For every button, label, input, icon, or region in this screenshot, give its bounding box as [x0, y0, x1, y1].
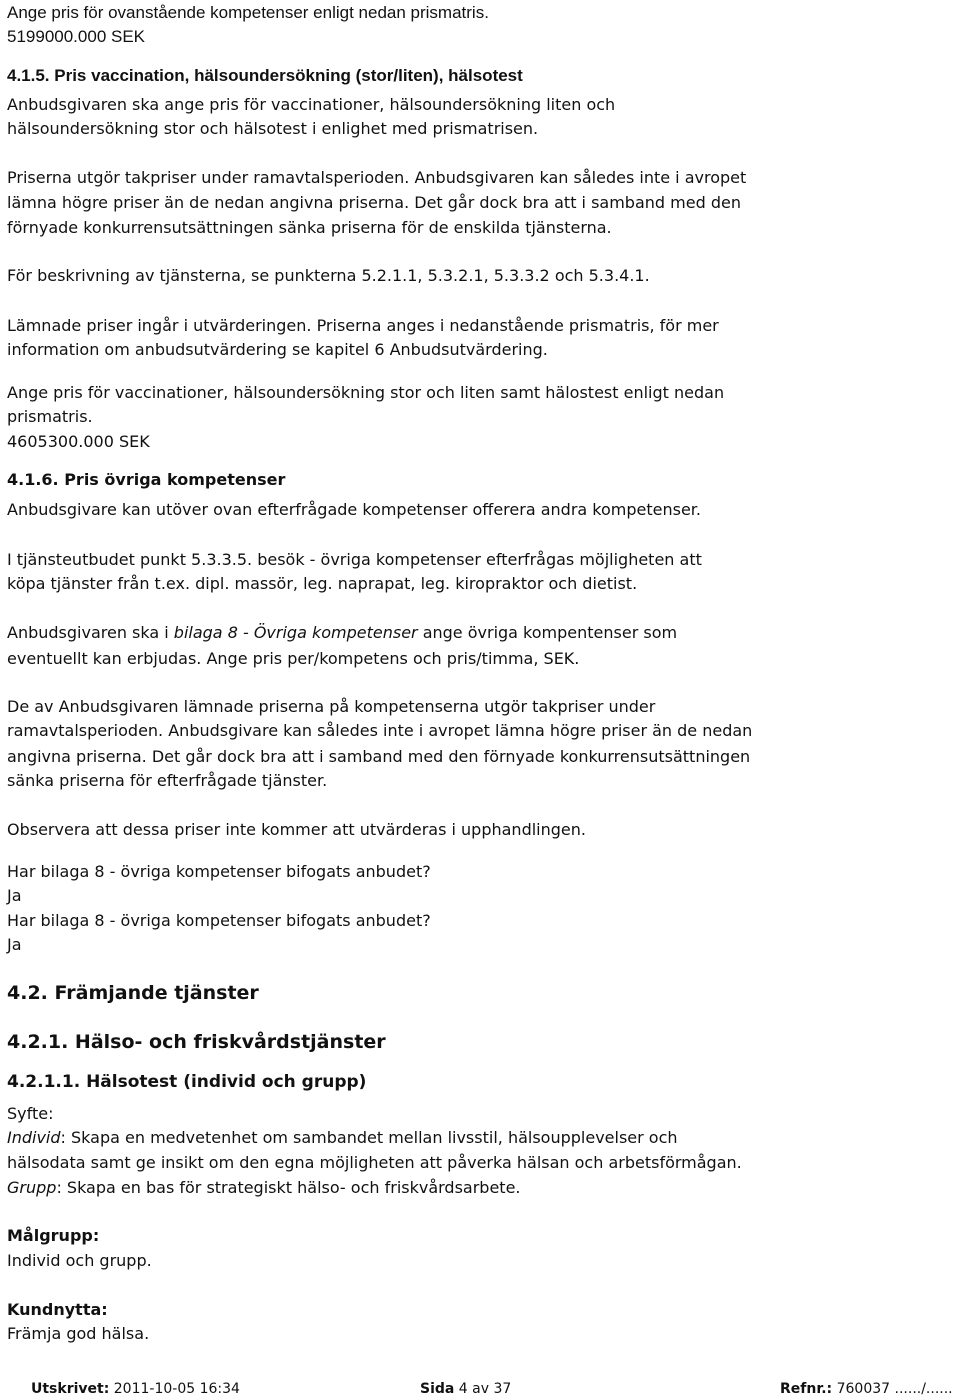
malgrupp-value: Individ och grupp. [7, 1251, 152, 1270]
footer-refnr-label: Refnr.: [780, 1381, 833, 1397]
s416-p2-line2: köpa tjänster från t.ex. dipl. massör, leg. naprapat, leg. kiropraktor och dietist. [7, 574, 638, 593]
individ-text: : Skapa en medvetenhet om sambandet mellan livsstil, hälsoupplevelser och [60, 1128, 678, 1147]
grupp-text: : Skapa en bas för strategiskt hälso- och friskvårdsarbete. [56, 1178, 521, 1197]
s415-p5-line2: prismatris. [7, 407, 93, 426]
s416-p3-text-c: ange övriga kompentenser som [417, 623, 678, 642]
s416-p4-line4: sänka priserna för efterfrågade tjänster. [7, 771, 328, 790]
intro-text: Ange pris för ovanstående kompetenser enligt nedan prismatris. [7, 3, 489, 22]
s416-p4-line2: ramavtalsperioden. Anbudsgivare kan således inte i avropet lämna högre priser än de nedan [7, 721, 753, 740]
section-4-1-6-heading: 4.1.6. Pris övriga kompetenser [7, 470, 286, 489]
s416-p4-line1: De av Anbudsgivaren lämnade priserna på kompetenserna utgör takpriser under [7, 697, 656, 716]
question-1: Har bilaga 8 - övriga kompetenser bifogats anbudet? [7, 862, 431, 881]
s415-p2-line2: lämna högre priser än de nedan angivna priserna. Det går dock bra att i samband med den [7, 193, 741, 212]
s416-p2-line1: I tjänsteutbudet punkt 5.3.3.5. besök - övriga kompetenser efterfrågas möjligheten att [7, 550, 702, 569]
footer-printed [31, 1380, 240, 1398]
s416-p3-line1 [7, 623, 677, 643]
grupp-line [7, 1178, 521, 1198]
answer-2: Ja [7, 935, 22, 954]
kundnytta-value: Främja god hälsa. [7, 1324, 150, 1343]
footer-page-label: Sida [420, 1381, 455, 1397]
s416-p1: Anbudsgivare kan utöver ovan efterfrågade kompetenser offerera andra kompetenser. [7, 500, 701, 519]
section-4-2-1-heading: 4.2.1. Hälso- och friskvårdstjänster [7, 1031, 386, 1053]
s415-p3: För beskrivning av tjänsterna, se punkterna 5.2.1.1, 5.3.2.1, 5.3.3.2 och 5.3.4.1. [7, 266, 650, 285]
individ-line1 [7, 1128, 678, 1148]
section-4-2-heading: 4.2. Främjande tjänster [7, 982, 259, 1004]
s415-price: 4605300.000 SEK [7, 432, 150, 451]
footer-printed-label: Utskrivet: [31, 1381, 110, 1397]
s416-p3-line2: eventuellt kan erbjudas. Ange pris per/kompetens och pris/timma, SEK. [7, 649, 580, 668]
s416-p4-line3: angivna priserna. Det går dock bra att i samband med den förnyade konkurrensutsättningen [7, 747, 751, 766]
section-4-1-5-heading: 4.1.5. Pris vaccination, hälsoundersökning (stor/liten), hälsotest [7, 66, 523, 85]
s415-p5-line1: Ange pris för vaccinationer, hälsoundersökning stor och liten samt hälostest enligt nedan [7, 383, 725, 402]
individ-label: Individ [7, 1128, 61, 1147]
footer-refnr [780, 1380, 953, 1398]
individ-line2: hälsodata samt ge insikt om den egna möjligheten att påverka hälsan och arbetsförmågan. [7, 1153, 742, 1172]
footer-page-value: 4 av 37 [454, 1381, 512, 1397]
s415-p2-line1: Priserna utgör takpriser under ramavtalsperioden. Anbudsgivaren kan således inte i avropet [7, 168, 747, 187]
s415-p1-line2: hälsoundersökning stor och hälsotest i enlighet med prismatrisen. [7, 119, 539, 138]
s415-p4-line2: information om anbudsutvärdering se kapitel 6 Anbudsutvärdering. [7, 340, 548, 359]
s415-p1-line1: Anbudsgivaren ska ange pris för vaccinationer, hälsoundersökning liten och [7, 95, 616, 114]
footer-printed-value: 2011-10-05 16:34 [109, 1381, 240, 1397]
grupp-label: Grupp [7, 1178, 57, 1197]
footer-refnr-value: 760037 ....../...... [832, 1381, 953, 1397]
s416-p3-text-a: Anbudsgivaren ska i [7, 623, 174, 642]
answer-1: Ja [7, 886, 22, 905]
intro-price: 5199000.000 SEK [7, 27, 146, 46]
syfte-label: Syfte: [7, 1104, 54, 1123]
footer-page [420, 1380, 511, 1398]
malgrupp-label: Målgrupp: [7, 1226, 100, 1245]
s415-p4-line1: Lämnade priser ingår i utvärderingen. Priserna anges i nedanstående prismatris, för mer [7, 316, 719, 335]
section-4-2-1-1-heading: 4.2.1.1. Hälsotest (individ och grupp) [7, 1072, 367, 1092]
s416-p5: Observera att dessa priser inte kommer att utvärderas i upphandlingen. [7, 820, 586, 839]
question-2: Har bilaga 8 - övriga kompetenser bifogats anbudet? [7, 911, 431, 930]
bilaga-8-reference: bilaga 8 - Övriga kompetenser [173, 623, 418, 642]
s415-p2-line3: förnyade konkurrensutsättningen sänka priserna för de enskilda tjänsterna. [7, 218, 612, 237]
kundnytta-label: Kundnytta: [7, 1300, 108, 1319]
